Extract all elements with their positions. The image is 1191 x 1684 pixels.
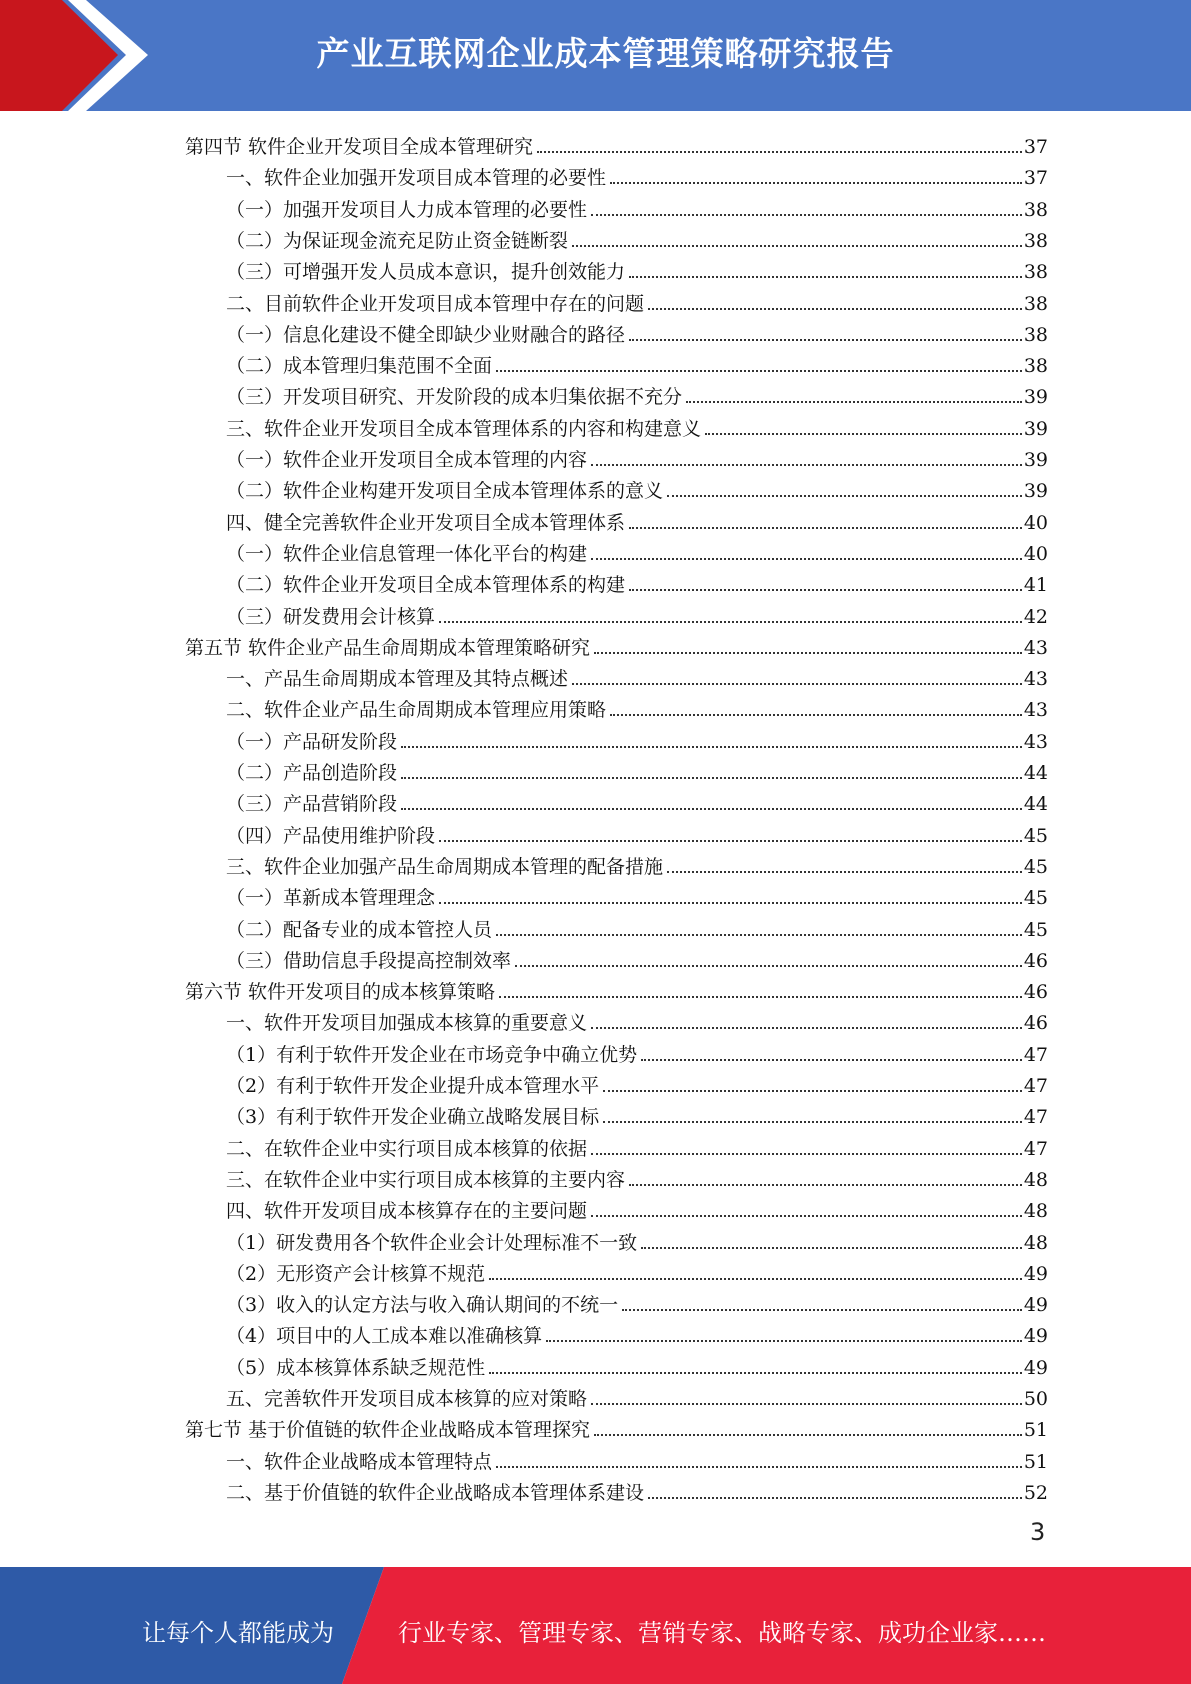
toc-entry-title: （二）软件企业开发项目全成本管理体系的构建 bbox=[226, 574, 626, 597]
toc-entry-page: 38 bbox=[1023, 323, 1048, 346]
toc-entry-page: 46 bbox=[1023, 949, 1048, 972]
toc-entry[interactable] bbox=[226, 911, 1048, 942]
toc-entry-page: 37 bbox=[1023, 167, 1048, 190]
toc-entry[interactable] bbox=[226, 1380, 1048, 1411]
toc-entry-title: 二、基于价值链的软件企业战略成本管理体系建设 bbox=[226, 1481, 645, 1504]
toc-entry-title: 二、在软件企业中实行项目成本核算的依据 bbox=[226, 1137, 588, 1160]
toc-entry-title: 第四节 软件企业开发项目全成本管理研究 bbox=[185, 136, 534, 158]
toc-entry[interactable] bbox=[226, 754, 1048, 785]
toc-entry-title: （一）产品研发阶段 bbox=[226, 730, 398, 753]
toc-entry[interactable] bbox=[185, 1411, 1048, 1442]
toc-entry-title: 五、完善软件开发项目成本核算的应对策略 bbox=[226, 1388, 588, 1410]
toc-dot-leader bbox=[629, 276, 1022, 278]
toc-entry[interactable] bbox=[226, 378, 1048, 409]
toc-entry[interactable] bbox=[226, 785, 1048, 816]
toc-entry[interactable] bbox=[226, 1161, 1048, 1192]
toc-dot-leader bbox=[439, 840, 1022, 842]
toc-entry[interactable] bbox=[226, 1036, 1048, 1067]
toc-entry[interactable] bbox=[226, 566, 1048, 597]
toc-entry-page: 38 bbox=[1023, 355, 1048, 378]
toc-entry-page: 41 bbox=[1023, 574, 1048, 597]
toc-dot-leader bbox=[705, 433, 1022, 435]
toc-entry-title: （一）软件企业开发项目全成本管理的内容 bbox=[226, 449, 588, 471]
toc-dot-leader bbox=[667, 495, 1022, 497]
toc-entry-title: （三）产品营销阶段 bbox=[226, 793, 398, 816]
toc-entry-title: （三）可增强开发人员成本意识，提升创效能力 bbox=[226, 261, 626, 284]
toc-dot-leader bbox=[572, 683, 1022, 685]
toc-entry-title: 一、产品生命周期成本管理及其特点概述 bbox=[226, 668, 569, 691]
toc-entry[interactable] bbox=[226, 410, 1048, 441]
toc-dot-leader bbox=[591, 558, 1022, 560]
toc-entry-title: （一）革新成本管理理念 bbox=[226, 887, 436, 910]
toc-dot-leader bbox=[496, 934, 1022, 936]
toc-entry[interactable] bbox=[226, 723, 1048, 754]
toc-entry-title: （二）配备专业的成本管控人员 bbox=[226, 918, 493, 941]
toc-entry-page: 38 bbox=[1023, 198, 1048, 221]
toc-entry[interactable] bbox=[226, 285, 1048, 316]
toc-dot-leader bbox=[648, 1497, 1022, 1499]
toc-dot-leader bbox=[591, 1403, 1022, 1405]
toc-entry-title: 四、健全完善软件企业开发项目全成本管理体系 bbox=[226, 511, 626, 534]
toc-dot-leader bbox=[610, 714, 1022, 716]
toc-entry[interactable] bbox=[226, 1130, 1048, 1161]
toc-entry-title: （2）无形资产会计核算不规范 bbox=[226, 1262, 486, 1285]
toc-entry-page: 43 bbox=[1023, 668, 1048, 691]
toc-entry-title: （一）加强开发项目人力成本管理的必要性 bbox=[226, 198, 588, 221]
toc-entry-page: 44 bbox=[1023, 762, 1048, 784]
toc-entry-page: 45 bbox=[1023, 824, 1048, 847]
toc-entry-title: （二）产品创造阶段 bbox=[226, 762, 398, 784]
toc-entry[interactable] bbox=[226, 817, 1048, 848]
toc-entry[interactable] bbox=[226, 848, 1048, 879]
toc-entry[interactable] bbox=[226, 1443, 1048, 1474]
toc-entry[interactable] bbox=[226, 347, 1048, 378]
toc-entry-page: 50 bbox=[1023, 1388, 1048, 1410]
page-number: 3 bbox=[1030, 1518, 1046, 1546]
footer-slogan-right: 行业专家、管理专家、营销专家、战略专家、成功企业家…… bbox=[398, 1619, 1046, 1647]
toc-entry-title: 一、软件企业加强开发项目成本管理的必要性 bbox=[226, 167, 607, 190]
toc-entry-title: 一、软件开发项目加强成本核算的重要意义 bbox=[226, 1012, 588, 1035]
toc-entry-title: 三、在软件企业中实行项目成本核算的主要内容 bbox=[226, 1168, 626, 1191]
toc-entry-page: 48 bbox=[1023, 1200, 1048, 1223]
toc-entry-title: （1）有利于软件开发企业在市场竞争中确立优势 bbox=[226, 1043, 638, 1066]
toc-entry-page: 48 bbox=[1023, 1168, 1048, 1191]
toc-dot-leader bbox=[401, 808, 1022, 810]
toc-dot-leader bbox=[603, 1090, 1022, 1092]
report-title: 产业互联网企业成本管理策略研究报告 bbox=[316, 34, 895, 73]
toc-entry[interactable] bbox=[226, 598, 1048, 629]
toc-entry[interactable] bbox=[226, 1255, 1048, 1286]
toc-entry[interactable] bbox=[226, 441, 1048, 472]
toc-entry-title: 三、软件企业加强产品生命周期成本管理的配备措施 bbox=[226, 855, 664, 878]
toc-dot-leader bbox=[648, 308, 1022, 310]
toc-entry-page: 48 bbox=[1023, 1231, 1048, 1254]
toc-entry-page: 47 bbox=[1023, 1075, 1048, 1097]
toc-dot-leader bbox=[546, 1340, 1022, 1342]
toc-entry[interactable] bbox=[185, 973, 1048, 1004]
toc-entry-title: （三）研发费用会计核算 bbox=[226, 605, 436, 628]
toc-entry-title: （3）有利于软件开发企业确立战略发展目标 bbox=[226, 1106, 600, 1129]
toc-entry[interactable] bbox=[226, 1349, 1048, 1380]
toc-dot-leader bbox=[489, 1278, 1022, 1280]
toc-dot-leader bbox=[496, 370, 1022, 372]
toc-entry-page: 38 bbox=[1023, 229, 1048, 252]
toc-entry-title: 二、目前软件企业开发项目成本管理中存在的问题 bbox=[226, 292, 645, 315]
footer-slogan-left: 让每个人都能成为 bbox=[142, 1619, 334, 1647]
toc-entry-page: 51 bbox=[1023, 1419, 1048, 1442]
toc-entry[interactable] bbox=[185, 128, 1048, 159]
toc-entry-title: （三）开发项目研究、开发阶段的成本归集依据不充分 bbox=[226, 386, 683, 409]
toc-entry-page: 38 bbox=[1023, 292, 1048, 315]
toc-entry-page: 45 bbox=[1023, 887, 1048, 910]
toc-entry-page: 51 bbox=[1023, 1450, 1048, 1473]
toc-entry-title: （4）项目中的人工成本难以准确核算 bbox=[226, 1325, 543, 1348]
toc-entry-title: （二）为保证现金流充足防止资金链断裂 bbox=[226, 229, 569, 252]
toc-entry[interactable] bbox=[226, 191, 1048, 222]
toc-entry-title: 一、软件企业战略成本管理特点 bbox=[226, 1450, 493, 1473]
toc-entry-title: （1）研发费用各个软件企业会计处理标准不一致 bbox=[226, 1231, 638, 1254]
toc-entry-page: 40 bbox=[1023, 511, 1048, 534]
toc-entry[interactable] bbox=[226, 253, 1048, 284]
toc-entry-page: 45 bbox=[1023, 855, 1048, 878]
toc-dot-leader bbox=[591, 1215, 1022, 1217]
toc-dot-leader bbox=[594, 1434, 1022, 1436]
toc-entry[interactable] bbox=[226, 1098, 1048, 1129]
page-footer bbox=[0, 1567, 1191, 1684]
toc-entry[interactable] bbox=[226, 316, 1048, 347]
toc-entry-page: 39 bbox=[1023, 417, 1048, 440]
toc-dot-leader bbox=[622, 1309, 1022, 1311]
toc-entry-title: 二、软件企业产品生命周期成本管理应用策略 bbox=[226, 699, 607, 722]
toc-dot-leader bbox=[591, 214, 1022, 216]
toc-entry-page: 47 bbox=[1023, 1043, 1048, 1066]
toc-dot-leader bbox=[537, 151, 1022, 153]
toc-entry-page: 39 bbox=[1023, 386, 1048, 409]
toc-entry[interactable] bbox=[226, 879, 1048, 910]
toc-entry-title: （一）软件企业信息管理一体化平台的构建 bbox=[226, 542, 588, 565]
toc-entry[interactable] bbox=[185, 629, 1048, 660]
toc-dot-leader bbox=[401, 746, 1022, 748]
toc-entry-title: （3）收入的认定方法与收入确认期间的不统一 bbox=[226, 1294, 619, 1317]
toc-dot-leader bbox=[603, 1121, 1022, 1123]
toc-dot-leader bbox=[629, 1184, 1022, 1186]
toc-entry-title: （三）借助信息手段提高控制效率 bbox=[226, 949, 512, 972]
toc-entry-page: 44 bbox=[1023, 793, 1048, 816]
toc-entry[interactable] bbox=[226, 942, 1048, 973]
toc-entry[interactable] bbox=[226, 222, 1048, 253]
toc-entry-title: 第七节 基于价值链的软件企业战略成本管理探究 bbox=[185, 1419, 591, 1442]
toc-entry[interactable] bbox=[226, 1224, 1048, 1255]
toc-dot-leader bbox=[629, 339, 1022, 341]
toc-dot-leader bbox=[572, 245, 1022, 247]
toc-dot-leader bbox=[594, 652, 1022, 654]
toc-entry[interactable] bbox=[226, 1317, 1048, 1348]
toc-entry-title: 四、软件开发项目成本核算存在的主要问题 bbox=[226, 1200, 588, 1223]
toc-entry[interactable] bbox=[226, 1474, 1048, 1505]
toc-entry-title: 第六节 软件开发项目的成本核算策略 bbox=[185, 981, 496, 1004]
toc-entry-page: 39 bbox=[1023, 449, 1048, 471]
toc-entry-page: 43 bbox=[1023, 730, 1048, 753]
toc-entry-page: 37 bbox=[1023, 136, 1048, 158]
toc-entry-page: 49 bbox=[1023, 1325, 1048, 1348]
toc-entry-title: 三、软件企业开发项目全成本管理体系的内容和构建意义 bbox=[226, 417, 702, 440]
toc-dot-leader bbox=[641, 1247, 1022, 1249]
toc-entry-page: 49 bbox=[1023, 1294, 1048, 1317]
toc-entry-title: （二）成本管理归集范围不全面 bbox=[226, 355, 493, 378]
toc-dot-leader bbox=[515, 965, 1022, 967]
toc-dot-leader bbox=[591, 1027, 1022, 1029]
toc-entry[interactable] bbox=[226, 691, 1048, 722]
toc-dot-leader bbox=[489, 1372, 1022, 1374]
toc-dot-leader bbox=[667, 871, 1022, 873]
toc-entry[interactable] bbox=[226, 472, 1048, 503]
toc-entry-page: 49 bbox=[1023, 1356, 1048, 1379]
toc-entry[interactable] bbox=[226, 1192, 1048, 1223]
toc-dot-leader bbox=[401, 777, 1022, 779]
toc-dot-leader bbox=[591, 464, 1022, 466]
toc-entry-title: （5）成本核算体系缺乏规范性 bbox=[226, 1356, 486, 1379]
toc-dot-leader bbox=[591, 1153, 1022, 1155]
toc-entry[interactable] bbox=[226, 660, 1048, 691]
toc-entry-title: （2）有利于软件开发企业提升成本管理水平 bbox=[226, 1075, 600, 1097]
toc-entry-page: 47 bbox=[1023, 1137, 1048, 1160]
toc-entry-title: （四）产品使用维护阶段 bbox=[226, 824, 436, 847]
page-header bbox=[0, 0, 1191, 111]
toc-entry-page: 46 bbox=[1023, 1012, 1048, 1035]
toc-entry[interactable] bbox=[226, 1004, 1048, 1035]
toc-dot-leader bbox=[629, 527, 1022, 529]
toc-entry-page: 42 bbox=[1023, 605, 1048, 628]
toc-entry-page: 43 bbox=[1023, 699, 1048, 722]
toc-entry-title: （二）软件企业构建开发项目全成本管理体系的意义 bbox=[226, 480, 664, 503]
toc-entry-page: 43 bbox=[1023, 636, 1048, 659]
toc-entry-page: 40 bbox=[1023, 542, 1048, 565]
toc-entry[interactable] bbox=[226, 535, 1048, 566]
toc-entry[interactable] bbox=[226, 159, 1048, 190]
toc-entry-page: 45 bbox=[1023, 918, 1048, 941]
toc-dot-leader bbox=[499, 996, 1022, 998]
toc-dot-leader bbox=[610, 182, 1022, 184]
toc-dot-leader bbox=[439, 902, 1022, 904]
toc-entry-title: （一）信息化建设不健全即缺少业财融合的路径 bbox=[226, 323, 626, 346]
toc-entry-page: 46 bbox=[1023, 981, 1048, 1004]
toc-entry-page: 49 bbox=[1023, 1262, 1048, 1285]
toc-dot-leader bbox=[629, 589, 1022, 591]
toc-dot-leader bbox=[686, 401, 1022, 403]
toc-entry[interactable] bbox=[226, 1286, 1048, 1317]
toc-entry[interactable] bbox=[226, 504, 1048, 535]
toc-entry-page: 39 bbox=[1023, 480, 1048, 503]
toc-entry-title: 第五节 软件企业产品生命周期成本管理策略研究 bbox=[185, 636, 591, 659]
toc-dot-leader bbox=[496, 1466, 1022, 1468]
toc-entry-page: 47 bbox=[1023, 1106, 1048, 1129]
toc-dot-leader bbox=[641, 1059, 1022, 1061]
toc-dot-leader bbox=[439, 621, 1022, 623]
toc-entry-page: 38 bbox=[1023, 261, 1048, 284]
toc-entry[interactable] bbox=[226, 1067, 1048, 1098]
toc-entry-page: 52 bbox=[1023, 1481, 1048, 1504]
